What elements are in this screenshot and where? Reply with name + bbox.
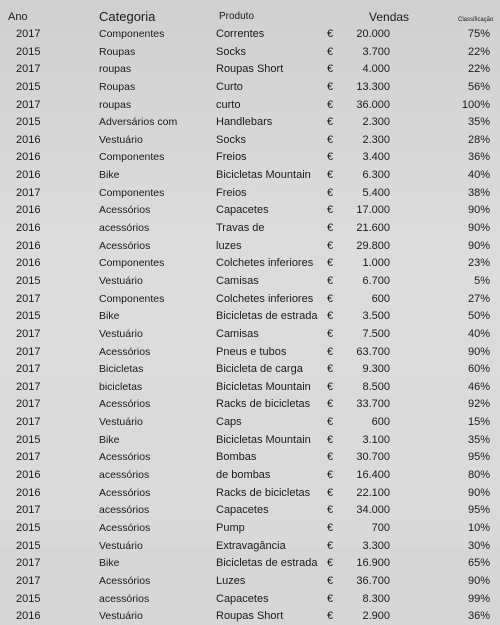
cell-classificacao: 5%	[474, 274, 490, 287]
cell-vendas: 21.600	[356, 222, 390, 235]
cell-moeda: €	[327, 98, 334, 111]
table-row	[0, 219, 500, 237]
cell-moeda: €	[327, 504, 334, 517]
cell-moeda: €	[327, 186, 334, 199]
cell-ano: 2015	[16, 310, 41, 323]
table-row	[0, 343, 500, 361]
cell-produto: Bicicletas de estrada	[216, 557, 318, 570]
cell-ano: 2015	[16, 80, 41, 93]
cell-categoria: acessórios	[99, 469, 150, 482]
header-vendas: Vendas	[369, 10, 410, 24]
cell-classificacao: 28%	[467, 133, 490, 146]
cell-classificacao: 90%	[467, 239, 490, 252]
cell-categoria: Componentes	[99, 292, 165, 305]
cell-produto: Socks	[216, 45, 246, 58]
cell-produto: Capacetes	[216, 504, 269, 517]
cell-categoria: Componentes	[99, 151, 165, 164]
cell-classificacao: 99%	[467, 592, 490, 605]
cell-moeda: €	[327, 151, 334, 164]
table-row	[0, 148, 500, 166]
table-row	[0, 554, 500, 572]
cell-classificacao: 100%	[461, 98, 490, 111]
cell-moeda: €	[327, 63, 334, 76]
table-body	[0, 25, 500, 625]
cell-ano: 2017	[16, 98, 41, 111]
cell-categoria: acessórios	[99, 592, 150, 605]
cell-moeda: €	[327, 398, 334, 411]
table-row	[0, 237, 500, 255]
cell-moeda: €	[327, 327, 334, 340]
cell-produto: Bicicletas Mountain	[216, 169, 311, 182]
cell-categoria: roupas	[99, 98, 132, 111]
table-row	[0, 43, 500, 61]
cell-classificacao: 40%	[467, 327, 490, 340]
cell-classificacao: 90%	[467, 574, 490, 587]
cell-vendas: 16.400	[356, 469, 390, 482]
cell-classificacao: 56%	[467, 80, 490, 93]
cell-ano: 2017	[16, 416, 41, 429]
cell-produto: curto	[216, 98, 241, 111]
cell-ano: 2016	[16, 222, 41, 235]
cell-classificacao: 80%	[467, 469, 490, 482]
cell-ano: 2017	[16, 398, 41, 411]
cell-produto: Correntes	[216, 28, 265, 40]
cell-categoria: Vestuário	[99, 274, 143, 287]
cell-vendas: 2.300	[362, 133, 390, 146]
cell-categoria: Componentes	[99, 28, 165, 40]
cell-produto: Freios	[216, 151, 247, 164]
cell-vendas: 5.400	[362, 186, 390, 199]
cell-vendas: 9.300	[362, 363, 390, 376]
cell-produto: Racks de bicicletas	[216, 486, 311, 499]
table-row	[0, 96, 500, 114]
cell-classificacao: 90%	[467, 486, 490, 499]
cell-moeda: €	[327, 451, 334, 464]
cell-moeda: €	[327, 80, 334, 93]
header-classificacao: Classificação	[458, 17, 494, 23]
cell-moeda: €	[327, 557, 334, 570]
cell-produto: Travas de	[216, 222, 265, 235]
cell-categoria: Roupas	[99, 45, 136, 58]
cell-categoria: bicicletas	[99, 380, 143, 393]
cell-vendas: 30.700	[356, 451, 390, 464]
cell-produto: Bicicleta de carga	[216, 363, 303, 376]
cell-categoria: Vestuário	[99, 133, 143, 146]
cell-vendas: 8.500	[362, 380, 390, 393]
cell-produto: Pneus e tubos	[216, 345, 287, 358]
cell-categoria: Acessórios	[99, 239, 151, 252]
cell-ano: 2015	[16, 433, 41, 446]
table-row	[0, 25, 500, 43]
cell-categoria: Acessórios	[99, 204, 151, 217]
table-row	[0, 325, 500, 343]
cell-categoria: Vestuário	[99, 416, 143, 429]
cell-ano: 2016	[16, 204, 41, 217]
table-row	[0, 607, 500, 625]
cell-categoria: Acessórios	[99, 486, 151, 499]
cell-vendas: 20.000	[356, 28, 390, 40]
cell-categoria: Acessórios	[99, 451, 151, 464]
cell-moeda: €	[327, 169, 334, 182]
table-row	[0, 166, 500, 184]
cell-moeda: €	[327, 239, 334, 252]
table-row	[0, 378, 500, 396]
cell-produto: Bicicletas de estrada	[216, 310, 318, 323]
cell-moeda: €	[327, 486, 334, 499]
cell-classificacao: 38%	[467, 186, 490, 199]
cell-vendas: 16.900	[356, 557, 390, 570]
cell-vendas: 700	[371, 521, 390, 534]
cell-classificacao: 65%	[467, 557, 490, 570]
cell-classificacao: 46%	[467, 380, 490, 393]
cell-ano: 2017	[16, 186, 41, 199]
table-row	[0, 272, 500, 290]
cell-ano: 2016	[16, 257, 41, 270]
cell-vendas: 4.000	[362, 63, 390, 76]
cell-ano: 2016	[16, 486, 41, 499]
cell-produto: Freios	[216, 186, 247, 199]
table-row	[0, 413, 500, 431]
cell-produto: Bicicletas Mountain	[216, 380, 311, 393]
cell-vendas: 36.000	[356, 98, 390, 111]
cell-produto: Luzes	[216, 574, 246, 587]
cell-vendas: 2.900	[362, 610, 390, 623]
cell-vendas: 3.500	[362, 310, 390, 323]
cell-categoria: Componentes	[99, 257, 165, 270]
cell-categoria: Vestuário	[99, 327, 143, 340]
table-row	[0, 201, 500, 219]
cell-classificacao: 60%	[467, 363, 490, 376]
cell-classificacao: 35%	[467, 116, 490, 129]
cell-moeda: €	[327, 28, 334, 40]
cell-vendas: 600	[371, 416, 390, 429]
cell-moeda: €	[327, 345, 334, 358]
cell-vendas: 6.700	[362, 274, 390, 287]
cell-ano: 2015	[16, 539, 41, 552]
cell-ano: 2017	[16, 574, 41, 587]
cell-produto: Capacetes	[216, 592, 269, 605]
header-ano: Ano	[8, 11, 28, 23]
cell-categoria: acessórios	[99, 504, 150, 517]
cell-produto: Handlebars	[216, 116, 273, 129]
table-row	[0, 484, 500, 502]
table-row	[0, 360, 500, 378]
cell-classificacao: 36%	[467, 151, 490, 164]
cell-categoria: Bike	[99, 433, 120, 446]
cell-moeda: €	[327, 363, 334, 376]
cell-produto: Pump	[216, 521, 245, 534]
cell-moeda: €	[327, 222, 334, 235]
cell-categoria: Acessórios	[99, 574, 151, 587]
cell-moeda: €	[327, 433, 334, 446]
cell-classificacao: 22%	[467, 45, 490, 58]
cell-moeda: €	[327, 116, 334, 129]
cell-moeda: €	[327, 310, 334, 323]
cell-produto: Roupas Short	[216, 63, 284, 76]
cell-ano: 2015	[16, 521, 41, 534]
table-row	[0, 537, 500, 555]
cell-vendas: 29.800	[356, 239, 390, 252]
cell-produto: luzes	[216, 239, 242, 252]
table-row	[0, 78, 500, 96]
cell-ano: 2017	[16, 504, 41, 517]
cell-ano: 2016	[16, 239, 41, 252]
cell-vendas: 7.500	[362, 327, 390, 340]
cell-classificacao: 95%	[467, 451, 490, 464]
cell-ano: 2017	[16, 292, 41, 305]
cell-vendas: 13.300	[356, 80, 390, 93]
table-row	[0, 590, 500, 608]
cell-produto: Bombas	[216, 451, 257, 464]
cell-moeda: €	[327, 133, 334, 146]
cell-categoria: Bike	[99, 557, 120, 570]
cell-moeda: €	[327, 292, 334, 305]
cell-classificacao: 95%	[467, 504, 490, 517]
cell-vendas: 2.300	[362, 116, 390, 129]
cell-categoria: Acessórios	[99, 398, 151, 411]
cell-moeda: €	[327, 257, 334, 270]
cell-categoria: acessórios	[99, 222, 150, 235]
cell-classificacao: 90%	[467, 222, 490, 235]
cell-produto: Camisas	[216, 274, 259, 287]
cell-classificacao: 90%	[467, 204, 490, 217]
cell-produto: Capacetes	[216, 204, 269, 217]
cell-moeda: €	[327, 204, 334, 217]
cell-ano: 2017	[16, 363, 41, 376]
cell-moeda: €	[327, 45, 334, 58]
cell-classificacao: 75%	[467, 28, 490, 40]
cell-categoria: Bicicletas	[99, 363, 144, 376]
table-row	[0, 519, 500, 537]
cell-vendas: 33.700	[356, 398, 390, 411]
cell-moeda: €	[327, 574, 334, 587]
table-row	[0, 307, 500, 325]
cell-vendas: 36.700	[356, 574, 390, 587]
table-row	[0, 395, 500, 413]
cell-categoria: Vestuário	[99, 610, 143, 623]
cell-classificacao: 90%	[467, 345, 490, 358]
cell-moeda: €	[327, 416, 334, 429]
cell-categoria: Adversários com	[99, 116, 178, 129]
cell-moeda: €	[327, 610, 334, 623]
cell-classificacao: 22%	[467, 63, 490, 76]
cell-produto: Bicicletas Mountain	[216, 433, 311, 446]
cell-vendas: 3.300	[362, 539, 390, 552]
cell-categoria: roupas	[99, 63, 132, 76]
cell-vendas: 17.000	[356, 204, 390, 217]
cell-moeda: €	[327, 469, 334, 482]
cell-vendas: 3.400	[362, 151, 390, 164]
table-row	[0, 501, 500, 519]
cell-classificacao: 10%	[467, 521, 490, 534]
cell-moeda: €	[327, 521, 334, 534]
cell-categoria: Acessórios	[99, 521, 151, 534]
cell-moeda: €	[327, 592, 334, 605]
cell-ano: 2017	[16, 28, 41, 40]
header-produto: Produto	[219, 11, 255, 22]
cell-categoria: Roupas	[99, 80, 136, 93]
cell-vendas: 600	[371, 292, 390, 305]
cell-produto: Socks	[216, 133, 246, 146]
table-row	[0, 572, 500, 590]
cell-ano: 2015	[16, 45, 41, 58]
cell-ano: 2016	[16, 610, 41, 623]
cell-ano: 2016	[16, 469, 41, 482]
cell-ano: 2015	[16, 116, 41, 129]
cell-classificacao: 92%	[467, 398, 490, 411]
cell-categoria: Bike	[99, 169, 120, 182]
table-row	[0, 290, 500, 308]
cell-vendas: 8.300	[362, 592, 390, 605]
cell-vendas: 1.000	[362, 257, 390, 270]
cell-moeda: €	[327, 274, 334, 287]
cell-classificacao: 15%	[467, 416, 490, 429]
cell-classificacao: 50%	[467, 310, 490, 323]
cell-classificacao: 35%	[467, 433, 490, 446]
cell-ano: 2017	[16, 451, 41, 464]
cell-vendas: 3.700	[362, 45, 390, 58]
cell-classificacao: 23%	[467, 257, 490, 270]
cell-produto: Caps	[216, 416, 242, 429]
cell-ano: 2016	[16, 169, 41, 182]
table-row	[0, 448, 500, 466]
cell-vendas: 3.100	[362, 433, 390, 446]
cell-classificacao: 40%	[467, 169, 490, 182]
cell-categoria: Acessórios	[99, 345, 151, 358]
cell-produto: Extravagância	[216, 539, 286, 552]
cell-categoria: Bike	[99, 310, 120, 323]
cell-categoria: Vestuário	[99, 539, 143, 552]
cell-ano: 2017	[16, 380, 41, 393]
table-row	[0, 113, 500, 131]
cell-produto: Colchetes inferiores	[216, 292, 314, 305]
cell-ano: 2015	[16, 274, 41, 287]
cell-ano: 2017	[16, 63, 41, 76]
table-row	[0, 466, 500, 484]
cell-moeda: €	[327, 380, 334, 393]
cell-ano: 2017	[16, 557, 41, 570]
cell-ano: 2017	[16, 327, 41, 340]
cell-classificacao: 30%	[467, 539, 490, 552]
cell-produto: Curto	[216, 80, 243, 93]
header-categoria: Categoria	[99, 9, 156, 24]
table-row	[0, 184, 500, 202]
table-row	[0, 431, 500, 449]
cell-vendas: 63.700	[356, 345, 390, 358]
cell-ano: 2015	[16, 592, 41, 605]
cell-ano: 2017	[16, 345, 41, 358]
table-row	[0, 131, 500, 149]
cell-vendas: 22.100	[356, 486, 390, 499]
cell-produto: Colchetes inferiores	[216, 257, 314, 270]
table-row	[0, 60, 500, 78]
table-row	[0, 254, 500, 272]
cell-categoria: Componentes	[99, 186, 165, 199]
cell-ano: 2016	[16, 133, 41, 146]
cell-produto: de bombas	[216, 469, 271, 482]
cell-moeda: €	[327, 539, 334, 552]
cell-produto: Racks de bicicletas	[216, 398, 311, 411]
cell-vendas: 6.300	[362, 169, 390, 182]
cell-classificacao: 27%	[467, 292, 490, 305]
cell-classificacao: 36%	[467, 610, 490, 623]
cell-ano: 2016	[16, 151, 41, 164]
cell-produto: Roupas Short	[216, 610, 284, 623]
cell-vendas: 34.000	[356, 504, 390, 517]
cell-produto: Camisas	[216, 327, 259, 340]
